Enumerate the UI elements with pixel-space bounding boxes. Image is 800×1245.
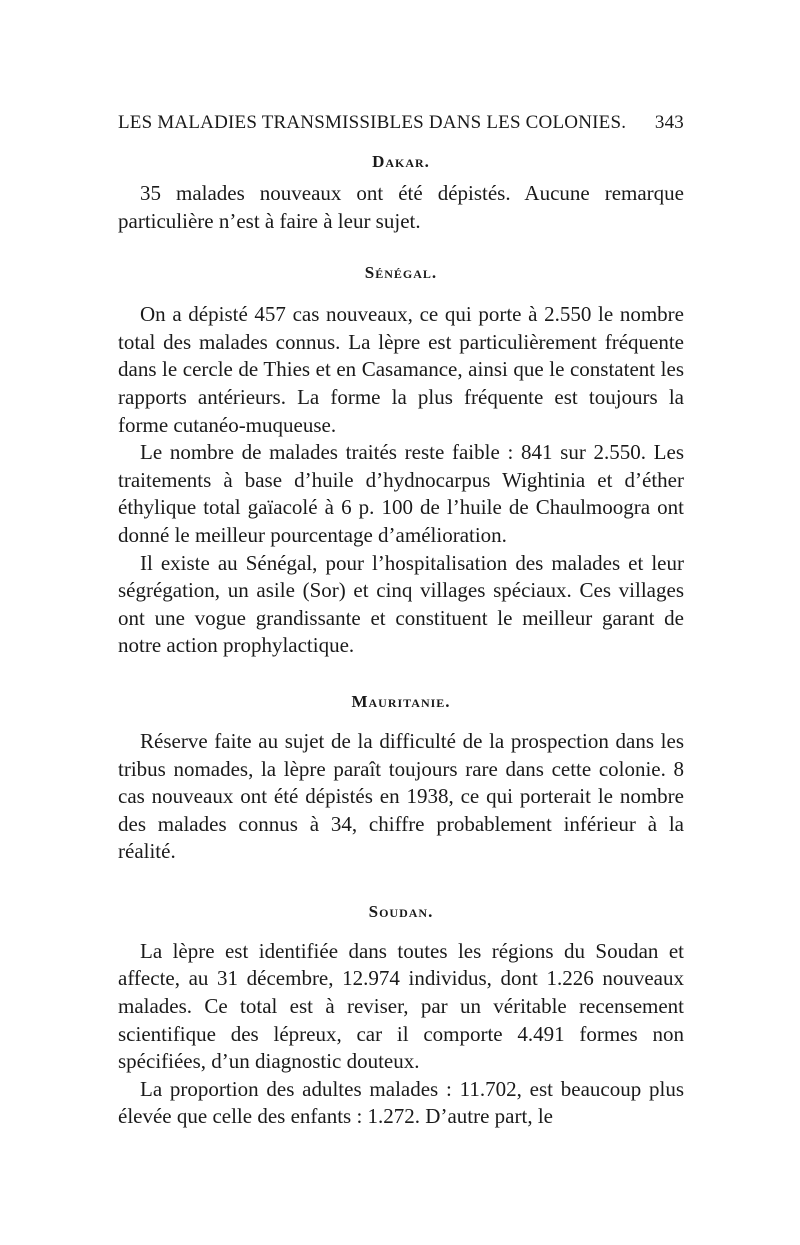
- section-title-dakar: Dakar.: [372, 152, 430, 171]
- paragraph-dakar-1: 35 malades nouveaux ont été dépistés. Aucune remarque particulière n’est à faire à leur sujet.: [118, 181, 684, 233]
- running-title: LES MALADIES TRANSMISSIBLES DANS LES COLONIES.: [118, 112, 627, 133]
- running-header: [118, 112, 684, 134]
- paragraph-senegal-2: Le nombre de malades traités reste faible : 841 sur 2.550. Les traitements à base d’huile d’hydnocarpus Wightinia et d’éther éthylique total gaïacolé à 6 p. 100 de l’huile de Chaulmoogra ont donné le meilleur pourcentage d’amélioration.: [118, 440, 684, 547]
- page-number: 343: [654, 112, 684, 133]
- paragraph-soudan-2: La proportion des adultes malades : 11.702, est beaucoup plus élevée que celle des enfants : 1.272. D’autre part, le: [118, 1076, 684, 1129]
- paragraph-soudan-1: La lèpre est identifiée dans toutes les régions du Soudan et affecte, au 31 décembre, 12.974 individus, dont 1.226 nouveaux malades. Ce total est à reviser, par un véritable recensement scientifique des lépreux, car il comporte 4.491 formes non spécifiées, d’un diagnostic douteux.: [118, 938, 684, 1074]
- section-title-senegal: Sénégal.: [364, 263, 438, 283]
- section-title-mauritanie: Mauritanie.: [351, 691, 451, 711]
- paragraph-senegal-1: On a dépisté 457 cas nouveaux, ce qui porte à 2.550 le nombre total des malades connus. La lèpre est particulièrement fréquente dans le cercle de Thies et en Casamance, ainsi que le constatent les rapports antérieurs. La forme la plus fréquente est toujours la forme cutanéo-muqueuse.: [118, 302, 684, 437]
- paragraph-mauritanie-1: Réserve faite au sujet de la difficulté de la prospection dans les tribus nomades, la lèpre paraît toujours rare dans cette colonie. 8 cas nouveaux ont été dépistés en 1938, ce qui porterait le nombre des malades connus à 34, chiffre probablement inférieur à la réalité.: [118, 728, 684, 864]
- section-title-soudan: Soudan.: [368, 901, 434, 921]
- book-page: [118, 112, 684, 1131]
- paragraph-senegal-3: Il existe au Sénégal, pour l’hospitalisation des malades et leur ségrégation, un asile (Sor) et cinq villages spéciaux. Ces villages ont une vogue grandissante et constituent le meilleur garant de notre action prophylactique.: [118, 550, 684, 658]
